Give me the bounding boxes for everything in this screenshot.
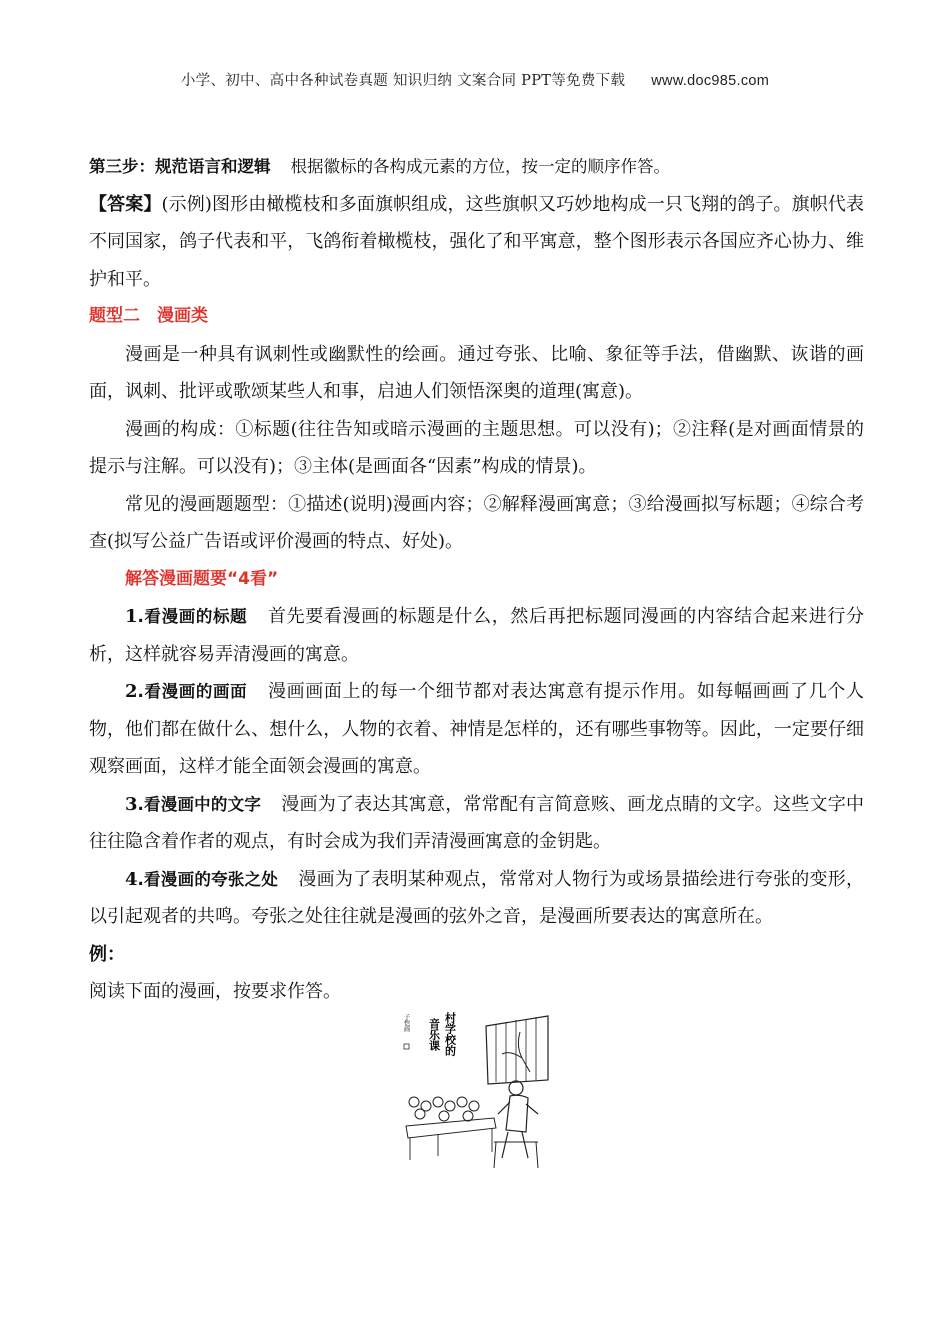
section2-title: 题型二 漫画类 — [89, 306, 208, 326]
look-4-title: .看漫画的夸张之处 — [137, 869, 279, 889]
look-1-title: .看漫画的标题 — [137, 607, 248, 626]
answer-text: (示例)图形由橄榄枝和多面旗帜组成，这些旗帜又巧妙地构成一只飞翔的鸽子。旗帜代表不同国家，鸽子代表和平，飞鸽衔着橄榄枝，强化了和平寓意，整个图形表示各国应齐心协力、维护和平。 — [89, 193, 865, 290]
cartoon-title-col1: 村学校的 — [443, 1012, 457, 1056]
teacher-figure — [494, 1081, 538, 1168]
look-4-num: 4 — [125, 868, 138, 890]
step3-label: 第三步：规范语言和逻辑 — [89, 157, 271, 176]
cartoon-title-col2: 音乐课 — [427, 1018, 441, 1051]
look-item-4 — [89, 861, 864, 936]
look-item-1 — [89, 598, 864, 673]
header-url[interactable]: www.doc985.com — [651, 73, 770, 89]
students-group — [406, 1097, 496, 1160]
cartoon-signature: 子恺画 — [402, 1014, 410, 1032]
look-2-text: 漫画画面上的每一个细节都对表达寓意有提示作用。如每幅画画了几个人物，他们都在做什么、想什么，人物的衣着、神情是怎样的，还有哪些事物等。因此，一定要仔细观察画面，这样才能全面领会漫画的寓意。 — [89, 681, 864, 777]
look-item-3 — [89, 786, 864, 861]
look-4-text: 漫画为了表明某种观点，常常对人物行为或场景描绘进行夸张的变形，以引起观者的共鸣。夸张之处往往就是漫画的弦外之音，是漫画所要表达的寓意所在。 — [89, 868, 864, 927]
document-body — [89, 148, 864, 1011]
look-3-num: 3 — [125, 793, 138, 815]
look-3-text: 漫画为了表达其寓意，常常配有言简意赅、画龙点睛的文字。这些文字中往往隐含着作者的观点，有时会成为我们弄清漫画寓意的金钥匙。 — [89, 793, 864, 852]
answer-label: 【答案】 — [89, 193, 162, 215]
step3-text: 根据徽标的各构成元素的方位，按一定的顺序作答。 — [290, 157, 670, 176]
four-look-title: 解答漫画题要“4看” — [125, 568, 279, 589]
look-1-num: 1 — [125, 606, 138, 627]
page-header — [0, 69, 950, 90]
example-label: 例： — [89, 943, 125, 965]
look-item-2 — [89, 673, 864, 786]
cartoon-illustration — [398, 1002, 570, 1174]
answer-paragraph — [89, 186, 864, 299]
window-drawing — [486, 1016, 548, 1084]
paragraph-1: 漫画是一种具有讽刺性或幽默性的绘画。通过夸张、比喻、象征等手法，借幽默、诙谐的画面，讽刺、批评或歌颂某些人和事，启迪人们领悟深奥的道理(寓意)。 — [89, 343, 864, 402]
paragraph-3: 常见的漫画题题型：①描述(说明)漫画内容；②解释漫画寓意；③给漫画拟写标题；④综合考查(拟写公益广告语或评价漫画的特点、好处)。 — [89, 493, 864, 552]
step3-paragraph — [89, 148, 864, 186]
instruction: 阅读下面的漫画，按要求作答。 — [89, 981, 341, 1002]
look-1-text: 首先要看漫画的标题是什么，然后再把标题同漫画的内容结合起来进行分析，这样就容易弄清漫画的寓意。 — [89, 606, 864, 665]
look-3-title: .看漫画中的文字 — [137, 794, 262, 814]
cartoon-seal — [404, 1044, 409, 1049]
header-text: 小学、初中、高中各种试卷真题 知识归纳 文案合同 PPT等免费下载 — [180, 73, 626, 89]
paragraph-2: 漫画的构成：①标题(往往告知或暗示漫画的主题思想。可以没有)；②注释(是对画面情景的提示与注解。可以没有)；③主体(是画面各“因素”构成的情景)。 — [89, 418, 864, 477]
look-2-num: 2 — [125, 681, 138, 702]
look-2-title: .看漫画的画面 — [137, 682, 248, 701]
